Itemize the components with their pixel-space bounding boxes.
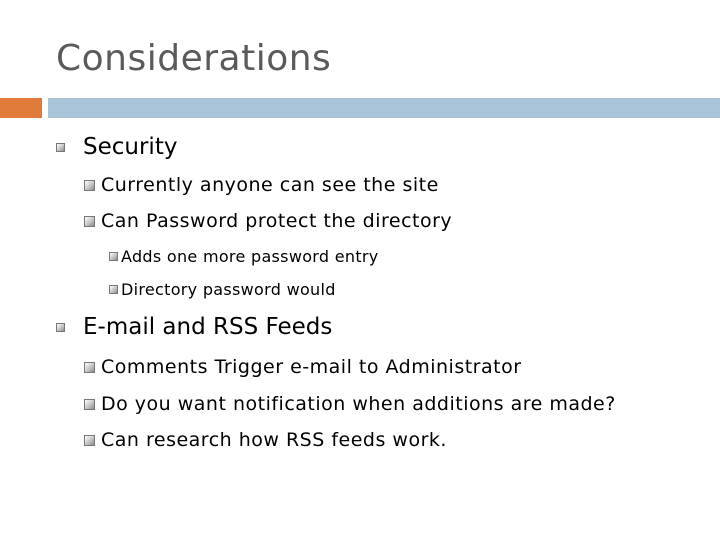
bullet-text: Directory password would	[121, 280, 336, 299]
bullet-notification	[84, 393, 616, 415]
sub-bullet-directory	[109, 280, 336, 299]
bullet-text: Currently anyone can see the site	[101, 174, 439, 196]
bullet-email-rss	[56, 314, 332, 340]
square-bullet-icon	[84, 180, 95, 191]
bullet-rss-research	[84, 429, 447, 451]
bullet-text: Security	[83, 134, 178, 160]
bullet-text: Can research how RSS feeds work.	[101, 429, 447, 451]
bullet-currently	[84, 174, 439, 196]
square-bullet-icon	[84, 362, 95, 373]
bullet-text: E-mail and RSS Feeds	[83, 314, 333, 340]
bullet-text: Comments Trigger e-mail to Administrator	[101, 356, 522, 378]
square-bullet-icon	[84, 435, 95, 446]
bullet-password-protect	[84, 210, 452, 232]
square-bullet-icon	[109, 285, 118, 294]
square-bullet-icon	[84, 399, 95, 410]
square-bullet-icon	[56, 143, 65, 152]
bullet-text: Do you want notification when additions are made?	[101, 393, 616, 415]
slide-title: Considerations	[56, 38, 332, 79]
bullet-text: Adds one more password entry	[121, 247, 379, 266]
bullet-comments	[84, 356, 522, 378]
square-bullet-icon	[109, 252, 118, 261]
header-bar	[48, 98, 720, 118]
square-bullet-icon	[56, 323, 65, 332]
square-bullet-icon	[84, 216, 95, 227]
sub-bullet-adds	[109, 247, 379, 266]
accent-bar	[0, 98, 42, 118]
bullet-text: Can Password protect the directory	[101, 210, 453, 232]
bullet-security	[56, 134, 177, 160]
